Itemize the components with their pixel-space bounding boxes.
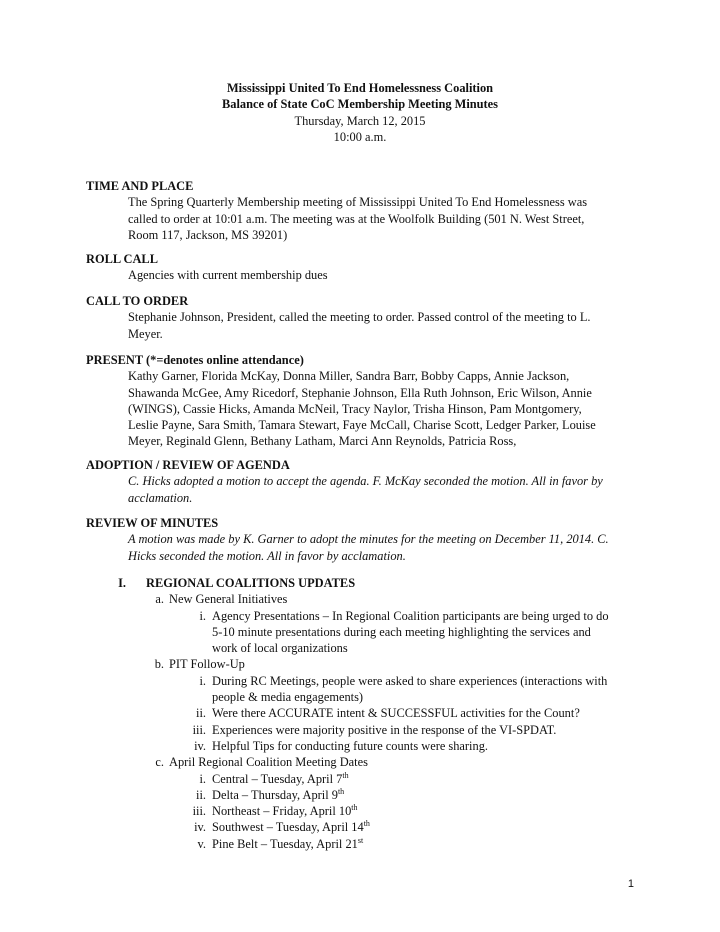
meeting-date-item: Central – Tuesday, April 7th [212,770,349,786]
section-call-to-order [86,293,646,342]
section-time-and-place [86,178,646,243]
list-item: Helpful Tips for conducting future counts were sharing. [212,738,488,753]
list-label: iv. [194,738,206,753]
list-item: New General Initiatives [169,592,288,607]
paragraph-line: called to order at 10:01 a.m. The meeting was at the Woolfolk Building (501 N. West Street, [128,211,585,226]
list-item-continued: people & media engagements) [212,690,364,705]
page-number: 1 [627,878,634,890]
attendee-line: (WINGS), Cassie Hicks, Amanda McNeil, Tracy Naylor, Trisha Hinson, Pam Montgomery, [128,401,582,416]
meeting-date-item: Northeast – Friday, April 10th [212,803,358,819]
paragraph-line: Meyer. [128,326,163,341]
paragraph-line: A motion was made by K. Garner to adopt the minutes for the meeting on December 11, 2014. C. [128,532,609,547]
meeting-time: 10:00 a.m. [333,130,387,145]
list-label: iii. [192,804,206,819]
list-label: a. [155,592,164,607]
list-label: b. [154,657,164,672]
section-review-of-minutes [86,515,646,564]
document-header [0,80,720,146]
list-item: During RC Meetings, people were asked to share experiences (interactions with [212,673,608,688]
document-subtitle: Balance of State CoC Membership Meeting Minutes [222,97,498,112]
list-label: i. [199,608,206,623]
meeting-date-item: Pine Belt – Tuesday, April 21st [212,835,364,851]
section-agenda [86,457,646,506]
list-label: c. [155,755,164,770]
paragraph-line: Hicks seconded the motion. All in favor by acclamation. [128,548,406,563]
meeting-date: Thursday, March 12, 2015 [294,113,426,128]
paragraph-line: Stephanie Johnson, President, called the meeting to order. Passed control of the meeting to L. [128,310,591,325]
meeting-date-item: Southwest – Tuesday, April 14th [212,819,370,835]
meeting-date-item: Delta – Thursday, April 9th [212,786,345,802]
list-label: ii. [196,706,206,721]
attendee-line: Shawanda McGee, Amy Ricedorf, Stephanie Johnson, Ella Ruth Johnson, Eric Wilson, Annie [128,385,592,400]
list-item: PIT Follow-Up [169,657,245,672]
list-item: Were there ACCURATE intent & SUCCESSFUL activities for the Count? [212,706,580,721]
list-item: Agency Presentations – In Regional Coalition participants are being urged to do [212,608,609,623]
section-heading: PRESENT (*=denotes online attendance) [86,353,304,367]
section-heading: TIME AND PLACE [86,179,194,193]
attendee-line: Kathy Garner, Florida McKay, Donna Miller, Sandra Barr, Bobby Capps, Annie Jackson, [128,369,570,384]
section-heading: CALL TO ORDER [86,294,189,308]
paragraph-line: acclamation. [128,490,193,505]
section-heading: ROLL CALL [86,252,158,266]
paragraph-line: The Spring Quarterly Membership meeting of Mississippi United To End Homelessness was [128,195,588,210]
attendee-line: Meyer, Reginald Glenn, Bethany Latham, Marci Ann Reynolds, Patricia Ross, [128,434,517,449]
section-heading: ADOPTION / REVIEW OF AGENDA [86,458,290,472]
section-regional-coalitions [86,575,686,852]
list-item-continued: 5-10 minute presentations during each meeting highlighting the services and [212,624,591,639]
section-numeral: I. [118,576,126,590]
list-item: Experiences were majority positive in the response of the VI-SPDAT. [212,722,557,737]
section-roll-call [86,251,646,284]
list-label: iv. [194,820,206,835]
list-label: iii. [192,722,206,737]
paragraph-line: Room 117, Jackson, MS 39201) [128,227,288,242]
list-label: ii. [196,787,206,802]
list-label: v. [197,836,206,851]
list-item: April Regional Coalition Meeting Dates [169,755,368,770]
list-label: i. [199,673,206,688]
paragraph-line: C. Hicks adopted a motion to accept the agenda. F. McKay seconded the motion. All in favor by [128,474,603,489]
list-label: i. [199,771,206,786]
section-heading: REVIEW OF MINUTES [86,516,219,530]
section-heading: REGIONAL COALITIONS UPDATES [146,576,356,590]
attendee-line: Leslie Payne, Sara Smith, Tamara Stewart, Faye McCall, Charise Scott, Ledger Parker, Louise [128,418,596,433]
list-item-continued: work of local organizations [212,641,348,656]
section-present [86,352,646,450]
paragraph-line: Agencies with current membership dues [128,268,328,283]
organization-title: Mississippi United To End Homelessness Coalition [226,81,494,95]
